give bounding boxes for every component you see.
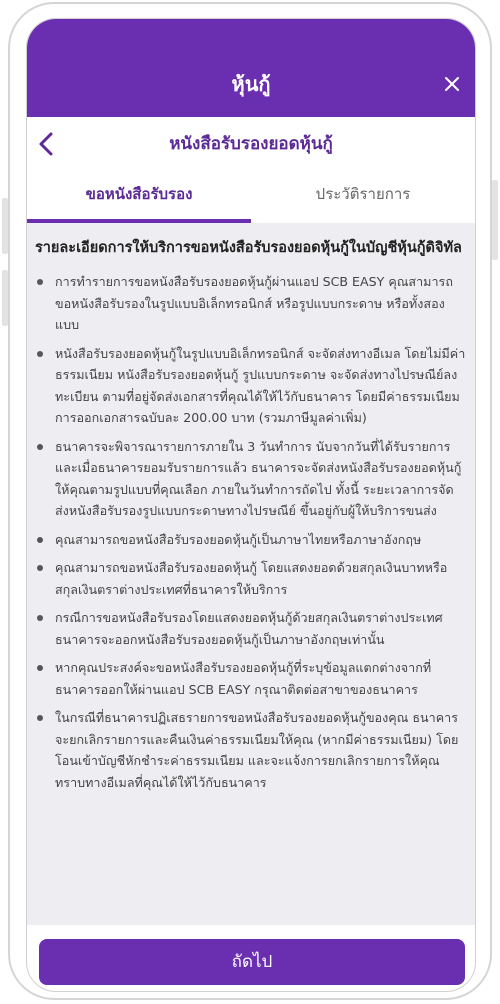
list-item-text: ในกรณีที่ธนาคารปฏิเสธรายการขอหนังสือรับรองยอดหุ้นกู้ของคุณ ธนาคารจะยกเลิกรายการและคืนเงินค่าธรรมเนียมให้คุณ (หากมีค่าธรรมเนียม) โดยโอนเข้าบัญชีหักชำระค่าธรรมเนียม และจะแจ้งการยกเลิกรายการให้คุณทราบทางอีเมลที่คุณได้ให้ไว้กับธนาคาร bbox=[55, 710, 459, 790]
bullet-dot bbox=[37, 715, 43, 721]
list-item bbox=[35, 707, 467, 793]
device-volume-down bbox=[2, 270, 8, 326]
tab-request-certificate[interactable] bbox=[27, 171, 251, 223]
list-item bbox=[35, 436, 467, 522]
bullet-dot bbox=[37, 444, 43, 450]
list-item-text: การทำรายการขอหนังสือรับรองยอดหุ้นกู้ผ่านแอป SCB EASY คุณสามารถขอหนังสือรับรองในรูปแบบอิเล็กทรอนิกส์ หรือรูปแบบกระดาษ หรือทั้งสองแบบ bbox=[55, 274, 453, 332]
bullet-dot bbox=[37, 279, 43, 285]
list-item bbox=[35, 557, 467, 600]
close-button[interactable] bbox=[441, 73, 463, 95]
footer bbox=[27, 925, 475, 992]
list-item-text: กรณีการขอหนังสือรับรองโดยแสดงยอดหุ้นกู้ด้วยสกุลเงินตราต่างประเทศ ธนาคารจะออกหนังสือรับรองยอดหุ้นกู้เป็นภาษาอังกฤษเท่านั้น bbox=[55, 610, 443, 647]
content-area[interactable] bbox=[27, 223, 475, 923]
bullet-dot bbox=[37, 615, 43, 621]
list-item bbox=[35, 271, 467, 336]
tab-label: ประวัติรายการ bbox=[315, 185, 411, 203]
app-screen bbox=[26, 18, 476, 992]
bullet-dot bbox=[37, 351, 43, 357]
tab-history[interactable] bbox=[251, 171, 475, 223]
list-item bbox=[35, 657, 467, 700]
list-item-text: หากคุณประสงค์จะขอหนังสือรับรองยอดหุ้นกู้ที่ระบุข้อมูลแตกต่างจากที่ธนาคารออกให้ผ่านแอป SCB EASY กรุณาติดต่อสาขาของธนาคาร bbox=[55, 660, 432, 697]
list-item bbox=[35, 607, 467, 650]
next-button[interactable]: ถัดไป bbox=[39, 939, 465, 985]
section-heading: รายละเอียดการให้บริการขอหนังสือรับรองยอดหุ้นกู้ในบัญชีหุ้นกู้ดิจิทัล bbox=[35, 240, 462, 256]
device-power-button bbox=[492, 180, 498, 260]
bullet-dot bbox=[37, 665, 43, 671]
title-bar bbox=[27, 19, 475, 117]
list-item bbox=[35, 529, 467, 551]
list-item bbox=[35, 343, 467, 429]
list-item-text: คุณสามารถขอหนังสือรับรองยอดหุ้นกู้เป็นภาษาไทยหรือภาษาอังกฤษ bbox=[55, 531, 422, 547]
list-item-text: คุณสามารถขอหนังสือรับรองยอดหุ้นกู้ โดยแสดงยอดด้วยสกุลเงินบาทหรือสกุลเงินตราต่างประเทศที่ธนาคารให้บริการ bbox=[55, 560, 448, 597]
nav-header bbox=[27, 117, 475, 171]
app-title: หุ้นกู้ bbox=[231, 72, 271, 96]
list-item-text: หนังสือรับรองยอดหุ้นกู้ในรูปแบบอิเล็กทรอนิกส์ จะจัดส่งทางอีเมล โดยไม่มีค่าธรรมเนียม หนังสือรับรองยอดหุ้นกู้ รูปแบบกระดาษ จะจัดส่งทางไปรษณีย์ลงทะเบียน ตามที่อยู่จัดส่งเอกสารที่คุณได้ให้ไว้กับธนาคาร โดยมีค่าธรรมเนียมการออกเอกสารฉบับละ 200.00 บาท (รวมภาษีมูลค่าเพิ่ม) bbox=[55, 345, 466, 425]
page-title: หนังสือรับรองยอดหุ้นกู้ bbox=[169, 134, 333, 154]
tab-label: ขอหนังสือรับรอง bbox=[85, 185, 193, 203]
bullet-dot bbox=[37, 537, 43, 543]
close-icon bbox=[441, 73, 463, 95]
device-volume-up bbox=[2, 198, 8, 254]
bullet-list bbox=[35, 271, 467, 793]
tab-bar bbox=[27, 171, 475, 223]
bullet-dot bbox=[37, 565, 43, 571]
list-item-text: ธนาคารจะพิจารณารายการภายใน 3 วันทำการ นับจากวันที่ได้รับรายการ และเมื่อธนาคารยอมรับรายการแล้ว ธนาคารจะจัดส่งหนังสือรับรองยอดหุ้นกู้ให้คุณตามรูปแบบที่คุณเลือก ภายในวันทำการถัดไป ทั้งนี้ ระยะเวลาการจัดส่งหนังสือรับรองรูปแบบกระดาษทางไปรษณีย์ ขึ้นอยู่กับผู้ให้บริการขนส่ง bbox=[55, 438, 462, 518]
